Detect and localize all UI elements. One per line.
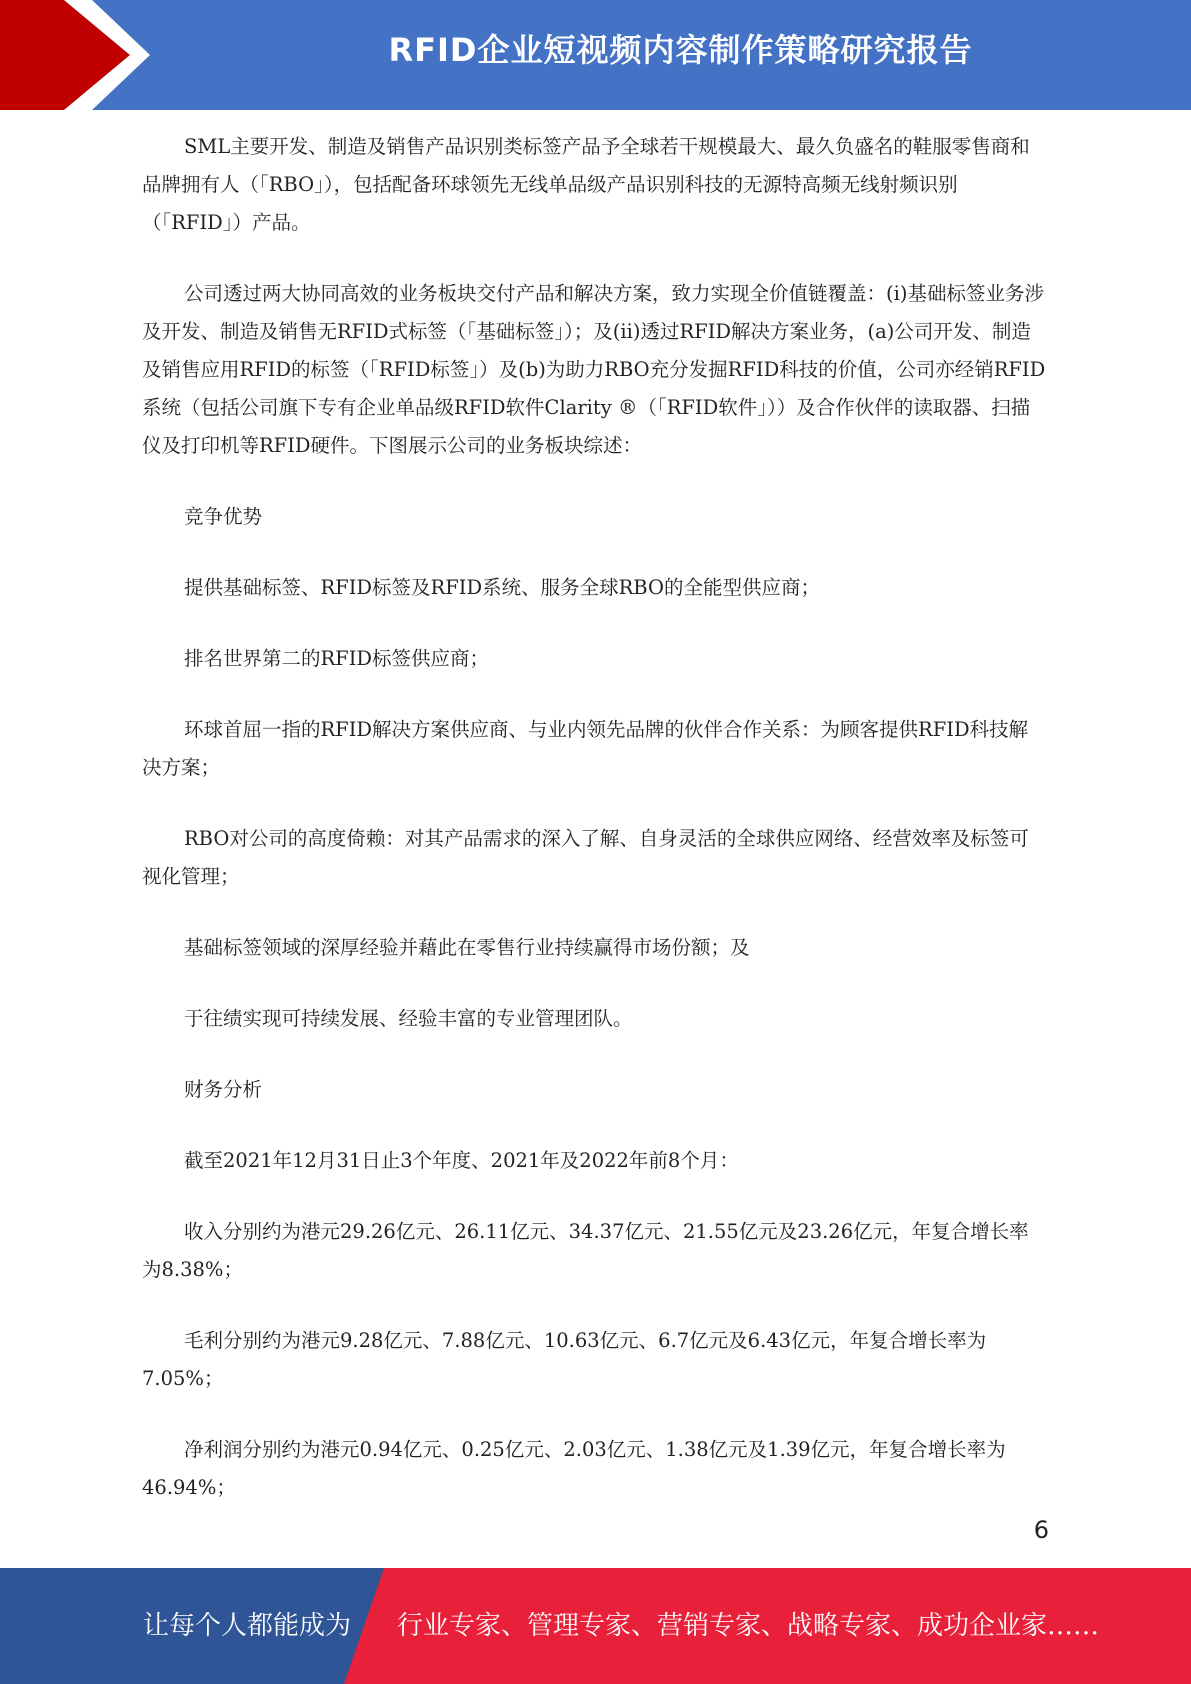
paragraph-advantage-2: 排名世界第二的RFID标签供应商； xyxy=(184,647,490,670)
paragraph-net-profit: 净利润分别约为港元0.94亿元、0.25亿元、2.03亿元、1.38亿元及1.39亿元，年复合增长率为46.94%； xyxy=(142,1438,1006,1499)
heading-competitive-advantage: 竞争优势 xyxy=(184,505,263,528)
page-footer xyxy=(0,1568,1191,1684)
paragraph-advantage-4: RBO对公司的高度倚赖：对其产品需求的深入了解、自身灵活的全球供应网络、经营效率及标签可视化管理； xyxy=(142,827,1029,888)
paragraph-period: 截至2021年12月31日止3个年度、2021年及2022年前8个月： xyxy=(184,1149,739,1172)
paragraph-gross-profit: 毛利分别约为港元9.28亿元、7.88亿元、10.63亿元、6.7亿元及6.43亿元，年复合增长率为7.05%； xyxy=(142,1329,987,1390)
paragraph-revenue: 收入分别约为港元29.26亿元、26.11亿元、34.37亿元、21.55亿元及23.26亿元，年复合增长率为8.38%； xyxy=(142,1220,1029,1281)
page-number: 6 xyxy=(1033,1516,1049,1544)
page-header xyxy=(0,0,1191,110)
header-title: RFID企业短视频内容制作策略研究报告 xyxy=(388,31,973,69)
body-content xyxy=(142,128,1047,1540)
footer-slogan-right: 行业专家、管理专家、营销专家、战略专家、成功企业家…… xyxy=(397,1611,1100,1641)
paragraph-advantage-3: 环球首屈一指的RFID解决方案供应商、与业内领先品牌的伙伴合作关系：为顾客提供RFID科技解决方案； xyxy=(142,718,1029,779)
footer-slogan-left: 让每个人都能成为 xyxy=(143,1611,352,1641)
heading-financial-analysis: 财务分析 xyxy=(184,1078,263,1101)
paragraph-business: 公司透过两大协同高效的业务板块交付产品和解决方案，致力实现全价值链覆盖：(i)基础标签业务涉及开发、制造及销售无RFID式标签（「基础标签」）；及(ii)透过RFID解决方案业务，(a)公司开发、制造及销售应用RFID的标签（「RFID标签」）及(b)为助力RBO充分发掘RFID科技的价值，公司亦经销RFID系统（包括公司旗下专有企业单品级RFID软件Clarity ®（「RFID软件」））及合作伙伴的读取器、扫描仪及打印机等RFID硬件。下图展示公司的业务板块综述： xyxy=(142,282,1046,457)
paragraph-advantage-1: 提供基础标签、RFID标签及RFID系统、服务全球RBO的全能型供应商； xyxy=(184,576,820,599)
paragraph-advantage-5: 基础标签领域的深厚经验并藉此在零售行业持续赢得市场份额；及 xyxy=(184,936,750,959)
paragraph-intro: SML主要开发、制造及销售产品识别类标签产品予全球若干规模最大、最久负盛名的鞋服零售商和品牌拥有人（「RBO」），包括配备环球领先无线单品级产品识别科技的无源特高频无线射频识别（「RFID」）产品。 xyxy=(142,135,1030,234)
paragraph-advantage-6: 于往绩实现可持续发展、经验丰富的专业管理团队。 xyxy=(184,1007,633,1030)
